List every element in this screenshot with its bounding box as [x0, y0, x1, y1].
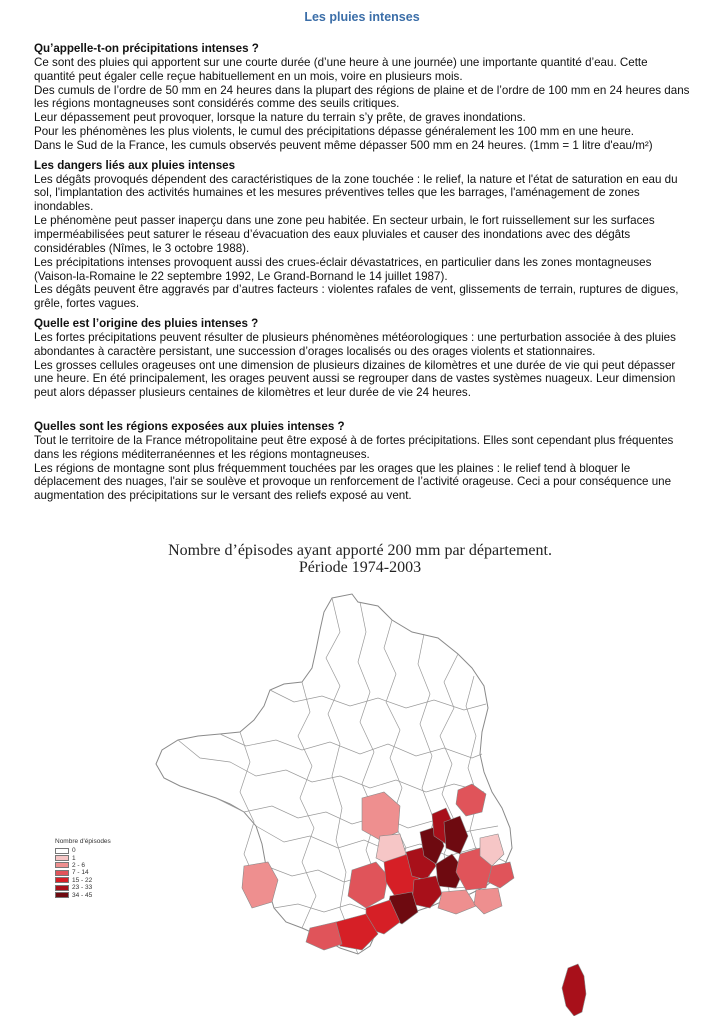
- page-title: Les pluies intenses: [304, 10, 420, 24]
- legend-label: 1: [72, 854, 76, 862]
- paragraph: Les dégâts peuvent être aggravés par d’autres facteurs : violentes rafales de vent, glissements de terrain, ruptures de digues, grêle, fortes vagues.: [34, 283, 679, 311]
- legend-swatch: [55, 877, 69, 883]
- section-heading: Quelle est l’origine des pluies intenses ?: [34, 317, 259, 331]
- legend-item: [55, 884, 111, 891]
- paragraph: Pour les phénomènes les plus violents, le cumul des précipitations dépasse généralement les 100 mm en une heure.: [34, 125, 635, 139]
- map-legend: [55, 838, 111, 899]
- department-shape: [488, 862, 514, 888]
- legend-swatch: [55, 870, 69, 876]
- legend-swatch: [55, 855, 69, 861]
- paragraph: Les précipitations intenses provoquent aussi des crues-éclair dévastatrices, en particulier dans les zones montagneuses (Vaison-la-Romaine le 22 septembre 1992, Le Grand-Bornand le 14 juillet 1987).: [34, 255, 652, 283]
- paragraph: Dans le Sud de la France, les cumuls observés peuvent même dépasser 500 mm en 24 heures. (1mm = 1 litre d'eau/m²): [34, 138, 653, 152]
- paragraph: Tout le territoire de la France métropolitaine peut être exposé à de fortes précipitations. Elles sont cependant plus fréquentes dans les régions méditerranéennes et les régions montagneuses.: [34, 433, 674, 461]
- legend-item: [55, 862, 111, 869]
- section-origin: [34, 317, 690, 400]
- department-shape: [474, 888, 502, 914]
- legend-label: 15 - 22: [72, 876, 93, 884]
- paragraph: Ce sont des pluies qui apportent sur une courte durée (d’une heure à une journée) une importante quantité d’eau. Cette quantité peut égaler celle reçue habituellement en un mois, voire en plusieurs mois.: [34, 55, 648, 83]
- legend-label: 23 - 33: [72, 884, 93, 892]
- legend-label: 0: [72, 847, 76, 855]
- legend-swatch: [55, 892, 69, 898]
- section-heading: Quelles sont les régions exposées aux pluies intenses ?: [34, 420, 345, 434]
- paragraph: Le phénomène peut passer inaperçu dans une zone peu habitée. En secteur urbain, le fort ruissellement sur les surfaces imperméabilisées peut saturer le réseau d’évacuation des eaux pluviales et causer des inondations avec des dégâts considérables (Nîmes, le 3 octobre 1988).: [34, 214, 655, 255]
- paragraph: Leur dépassement peut provoquer, lorsque la nature du terrain s’y prête, de graves inondations.: [34, 111, 526, 125]
- corsica: [562, 964, 586, 1016]
- legend-label: 2 - 6: [72, 861, 86, 869]
- legend-label: 34 - 45: [72, 891, 93, 899]
- paragraph: Des cumuls de l’ordre de 50 mm en 24 heures dans la plupart des régions de plaine et de l’ordre de 100 mm en 24 heures dans les régions montagneuses sont considérés comme des seuils critiques.: [34, 83, 690, 111]
- paragraph: Les grosses cellules orageuses ont une dimension de plusieurs dizaines de kilomètres et une durée de vie qui peut dépasser une heure. En été principalement, les orages peuvent aussi se regrouper dans de vastes systèmes nuageux. Leur dimension peut alors dépasser plusieurs centaines de kilomètres et leur durée de vie 24 heures.: [34, 358, 676, 400]
- map-subtitle: Période 1974-2003: [298, 559, 422, 576]
- legend-title: Nombre d'épisodes: [55, 838, 111, 845]
- legend-label: 7 - 14: [72, 869, 89, 877]
- paragraph: Les dégâts provoqués dépendent des caractéristiques de la zone touchée : le relief, la nature et l'état de saturation en eau du sol, l'implantation des activités humaines et les mesures préventives telles que les barrages, l'aménagement de zones inondables.: [34, 172, 678, 214]
- map-figure: [40, 536, 680, 1016]
- legend-item: [55, 891, 111, 898]
- section-heading: Les dangers liés aux pluies intenses: [34, 158, 236, 172]
- section-heading: Qu’appelle-t-on précipitations intenses ?: [34, 42, 259, 55]
- section-definition: [34, 42, 690, 153]
- document-body: [34, 42, 690, 509]
- legend-swatch: [55, 848, 69, 854]
- map-title: Nombre d’épisodes ayant apporté 200 mm par département.: [168, 542, 552, 559]
- legend-swatch: [55, 862, 69, 868]
- legend-item: [55, 877, 111, 884]
- paragraph: Les régions de montagne sont plus fréquemment touchées par les orages que les plaines : le relief tend à bloquer le déplacement des nuages, l'air se soulève et provoque un renforcement de l’activité orageuse. Ceci a pour conséquence une augmentation des précipitations sur le versant des reliefs exposé au vent.: [34, 461, 672, 503]
- legend-item: [55, 854, 111, 861]
- legend-item: [55, 847, 111, 854]
- france-departments-map: [40, 536, 680, 1016]
- section-dangers: [34, 159, 690, 311]
- legend-item: [55, 869, 111, 876]
- section-regions: [34, 420, 690, 503]
- legend-swatch: [55, 885, 69, 891]
- paragraph: Les fortes précipitations peuvent résulter de plusieurs phénomènes météorologiques : une perturbation associée à des pluies abondantes à caractère persistant, une succession d’orages localisés ou des orages violents et stationnaires.: [34, 330, 676, 358]
